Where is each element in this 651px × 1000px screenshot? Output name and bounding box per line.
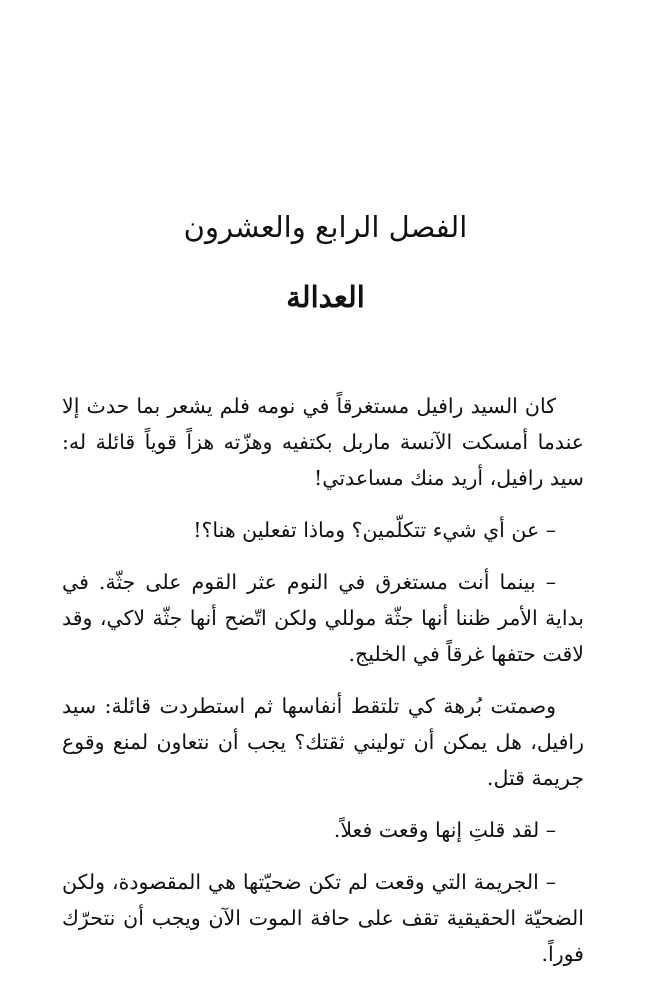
paragraph-dialogue: – الجريمة التي وقعت لم تكن ضحيّتها هي المقصودة، ولكن الضحيّة الحقيقية تقف على حافة الموت الآن ويجب أن نتحرّك فوراً. xyxy=(62,870,584,966)
chapter-subtitle: العدالة xyxy=(286,280,365,314)
paragraph-narration: كان السيد رافيل مستغرقاً في نومه فلم يشعر بما حدث إلا عندما أمسكت الآنسة ماربل بكتفيه وهزّته هزاً قوياً قائلة له: سيد رافيل، أريد منك مساعدتي! xyxy=(62,394,584,490)
chapter-title: الفصل الرابع والعشرون xyxy=(183,210,468,244)
chapter-body xyxy=(62,388,584,988)
paragraph-narration: وصمتت بُرهة كي تلتقط أنفاسها ثم استطردت قائلة: سيد رافيل، هل يمكن أن توليني ثقتك؟ يجب أن نتعاون لمنع وقوع جريمة قتل. xyxy=(62,694,584,790)
paragraph-dialogue: – عن أي شيء تتكلّمين؟ وماذا تفعلين هنا؟! xyxy=(193,518,556,542)
paragraph-dialogue: – بينما أنت مستغرق في النوم عثر القوم على جثّة. في بداية الأمر ظننا أنها جثّة موللي ولكن اتّضح أنها جثّة لاكي، وقد لاقت حتفها غرقاً في الخليج. xyxy=(62,570,584,666)
paragraph-dialogue: – لقد قلتِ إنها وقعت فعلاً. xyxy=(333,818,556,842)
